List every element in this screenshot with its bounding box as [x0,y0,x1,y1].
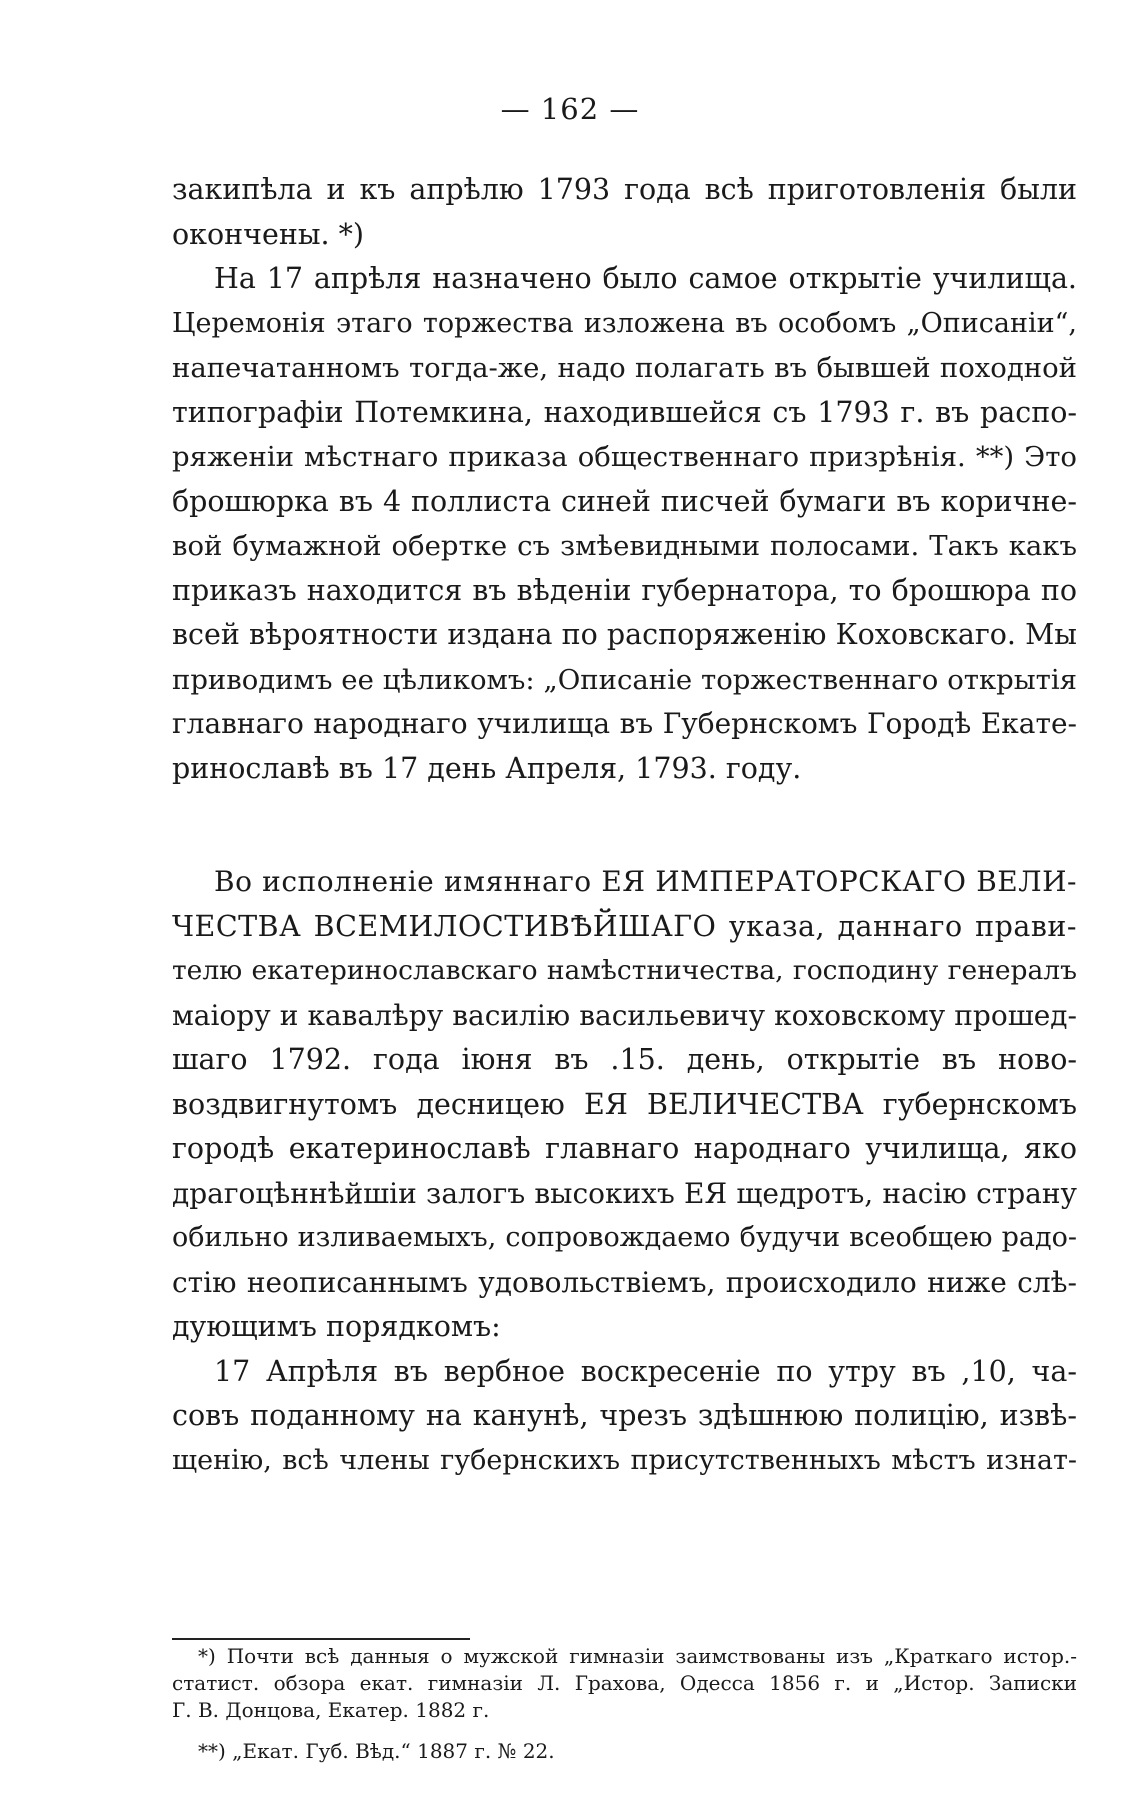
text-line: воздвигнутомъ десницею ЕЯ ВЕЛИЧЕСТВА губернскомъ [172,1087,1077,1121]
footnote-divider [172,1638,470,1640]
text-line: всей вѣроятности издана по распоряженію Коховскаго. Мы [172,618,1077,651]
page-number: — 162 — [500,92,640,126]
text-line: драгоцѣннѣйшіи залогъ высокихъ ЕЯ щедротъ, насію страну [172,1176,1077,1210]
text-line: вой бумажной обертке съ змѣевидными полосами. Такъ какъ [172,530,1077,562]
footnote-line: статист. обзора екат. гимназіи Л. Грахова, Одесса 1856 г. и „Истор. Записки [172,1671,1077,1695]
text-line: закипѣла и къ апрѣлю 1793 года всѣ приготовленія были [172,173,1077,206]
footnote-1 [172,1643,1077,1724]
text-line: ряженіи мѣстнаго приказа общественнаго призрѣнія. **) Это [172,441,1077,473]
text-line: стію неописаннымъ удовольствіемъ, происходило ниже слѣ- [172,1265,1077,1299]
text-line: типографіи Потемкина, находившейся съ 1793 г. въ распо- [172,395,1077,429]
text-line: маіору и кавалѣру василію васильевичу коховскому прошед- [172,998,1077,1032]
text-line: окончены. *) [172,217,364,251]
text-line: шаго 1792. года іюня въ .15. день, открытіе въ ново- [172,1043,1077,1076]
footnote-2 [172,1738,1077,1765]
text-line: 17 Апрѣля въ вербное воскресеніе по утру въ ,10, ча- [214,1354,1077,1388]
text-line: ринославѣ въ 17 день Апреля, 1793. году. [172,751,802,785]
text-line: совъ поданному на канунѣ, чрезъ здѣшнюю полицію, извѣ- [172,1399,1077,1432]
text-line: напечатанномъ тогда-же, надо полагать въ бывшей походной [172,352,1077,384]
footnote-line: **) „Екат. Губ. Вѣд.“ 1887 г. № 22. [198,1739,555,1763]
text-line: городѣ екатеринославѣ главнаго народнаго училища, яко [172,1132,1077,1165]
text-line: щенію, всѣ члены губернскихъ присутственныхъ мѣстъ изнат- [172,1444,1077,1476]
text-line: дующимъ порядкомъ: [172,1310,501,1343]
paragraph-quoted-description [172,860,1077,1483]
text-line: Церемонія этаго торжества изложена въ особомъ „Описаніи“, [172,307,1077,339]
text-line: Во исполненіе имяннаго ЕЯ ИМПЕРАТОРСКАГО ВЕЛИ- [214,865,1077,898]
text-line: обильно изливаемыхъ, сопровождаемо будучи всеобщею радо- [172,1222,1077,1253]
text-line: ЧЕСТВА ВСЕМИЛОСТИВѢЙШАГО указа, даннаго прави- [172,909,1077,943]
text-line: приводимъ ее цѣликомъ: „Описаніе торжественнаго открытія [172,663,1077,696]
text-line: приказъ находится въ вѣденіи губернатора, то брошюра по [172,573,1077,607]
paragraph-opening [172,168,1077,791]
text-line: телю екатеринославскаго намѣстничества, господину генералъ [172,955,1077,986]
footnotes [172,1643,1077,1765]
footnote-line: *) Почти всѣ данныя о мужской гимназіи заимствованы изъ „Краткаго истор.- [198,1644,1077,1668]
footnote-line: Г. В. Донцова, Екатер. 1882 г. [172,1698,490,1722]
text-line: главнаго народнаго училища въ Губернскомъ Городѣ Екате- [172,707,1077,740]
text-line: На 17 апрѣля назначено было самое открытіе училища. [214,262,1077,295]
text-line: брошюрка въ 4 поллиста синей писчей бумаги въ коричне- [172,484,1077,518]
